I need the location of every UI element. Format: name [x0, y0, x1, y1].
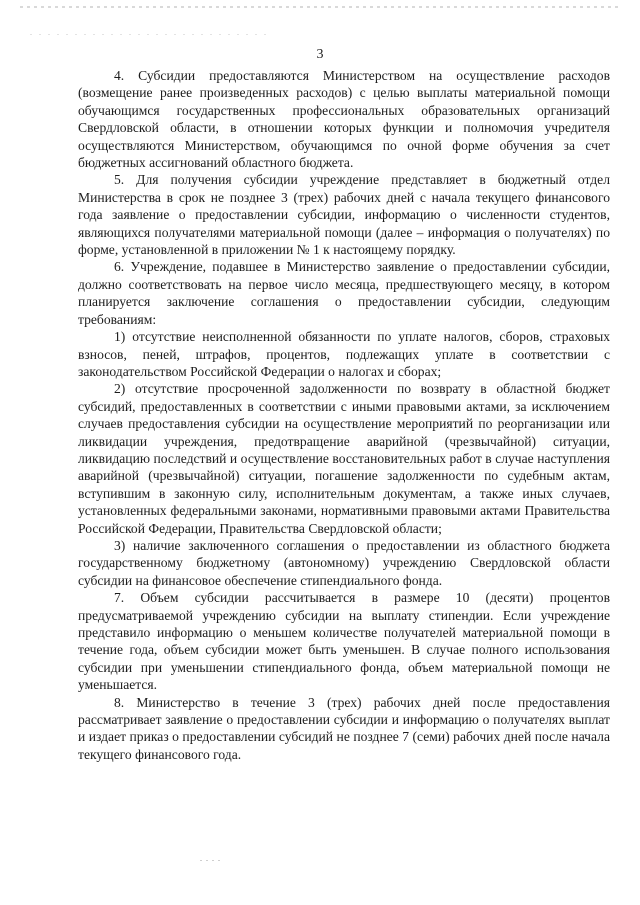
paragraph-7-subsidy-amount: 7. Объем субсидии рассчитывается в размере 10 (десяти) процентов предусматриваемой учреждению субсидии на выплату стипендии. Если учреждение представило информацию о меньшем количестве получателей материальной помощи в течение года, объем субсидии может быть уменьшен. В случае полного использования субсидии при уменьшении стипендиального фонда, объем материальной помощи не уменьшается. — [78, 590, 610, 693]
page-number: 3 — [316, 47, 324, 62]
paragraph-4-subsidies-purpose: 4. Субсидии предоставляются Министерством на осуществление расходов (возмещение ранее произведенных расходов) с целью выплаты материальной помощи обучающимся государственных профессиональных образовательных организаций Свердловской области, в отношении которых функции и полномочия учредителя осуществляются Министерством, обучающимся по очной форме обучения за счет бюджетных ассигнований областного бюджета. — [78, 68, 610, 171]
requirement-2-no-overdue-debt: 2) отсутствие просроченной задолженности по возврату в областной бюджет субсидий, предоставленных в соответствии с иными правовыми актами, за исключением случаев предоставления субсидии на осуществление мероприятий по реорганизации или ликвидации учреждения, предотвращение аварийной (чрезвычайной) ситуации, ликвидацию последствий и осуществление восстановительных работ в случае наступления аварийной (чрезвычайной) ситуации, погашение задолженности по судебным актам, вступившим в законную силу, исполнительным документам, а также иных случаев, установленных федеральными законами, нормативными правовыми актами Правительства Российской Федерации, Правительства Свердловской области; — [78, 381, 610, 536]
paragraph-5-application: 5. Для получения субсидии учреждение представляет в бюджетный отдел Министерства в срок не позднее 3 (трех) рабочих дней с начала текущего финансового года заявление о предоставлении субсидии, информацию о численности студентов, являющихся получателями материальной помощи (далее – информация о получателях) по форме, установленной в приложении № 1 к настоящему порядку. — [78, 172, 610, 258]
scan-artifact-top — [20, 6, 620, 8]
requirement-3-agreement: 3) наличие заключенного соглашения о предоставлении из областного бюджета государственному бюджетному (автономному) учреждению Свердловской области субсидии на финансовое обеспечение стипендиального фонда. — [78, 537, 610, 588]
document-body — [78, 67, 610, 763]
paragraph-8-review-order: 8. Министерство в течение 3 (трех) рабочих дней после предоставления рассматривает заявление о предоставлении субсидии и информацию о получателях выплат и издает приказ о предоставлении субсидий не позднее 7 (семи) рабочих дней после начала текущего финансового года. — [78, 694, 610, 762]
scan-artifact-bottom — [200, 860, 220, 861]
requirement-1-no-tax-debt: 1) отсутствие неисполненной обязанности по уплате налогов, сборов, страховых взносов, пеней, штрафов, процентов, подлежащих уплате в соответствии с законодательством Российской Федерации о налогах и сборах; — [78, 329, 610, 379]
paragraph-6-requirements: 6. Учреждение, подавшее в Министерство заявление о предоставлении субсидии, должно соответствовать на первое число месяца, предшествующего месяцу, в котором планируется заключение соглашения о предоставлении субсидии, следующим требованиям: — [78, 259, 610, 327]
scan-artifact-dots — [30, 34, 270, 35]
